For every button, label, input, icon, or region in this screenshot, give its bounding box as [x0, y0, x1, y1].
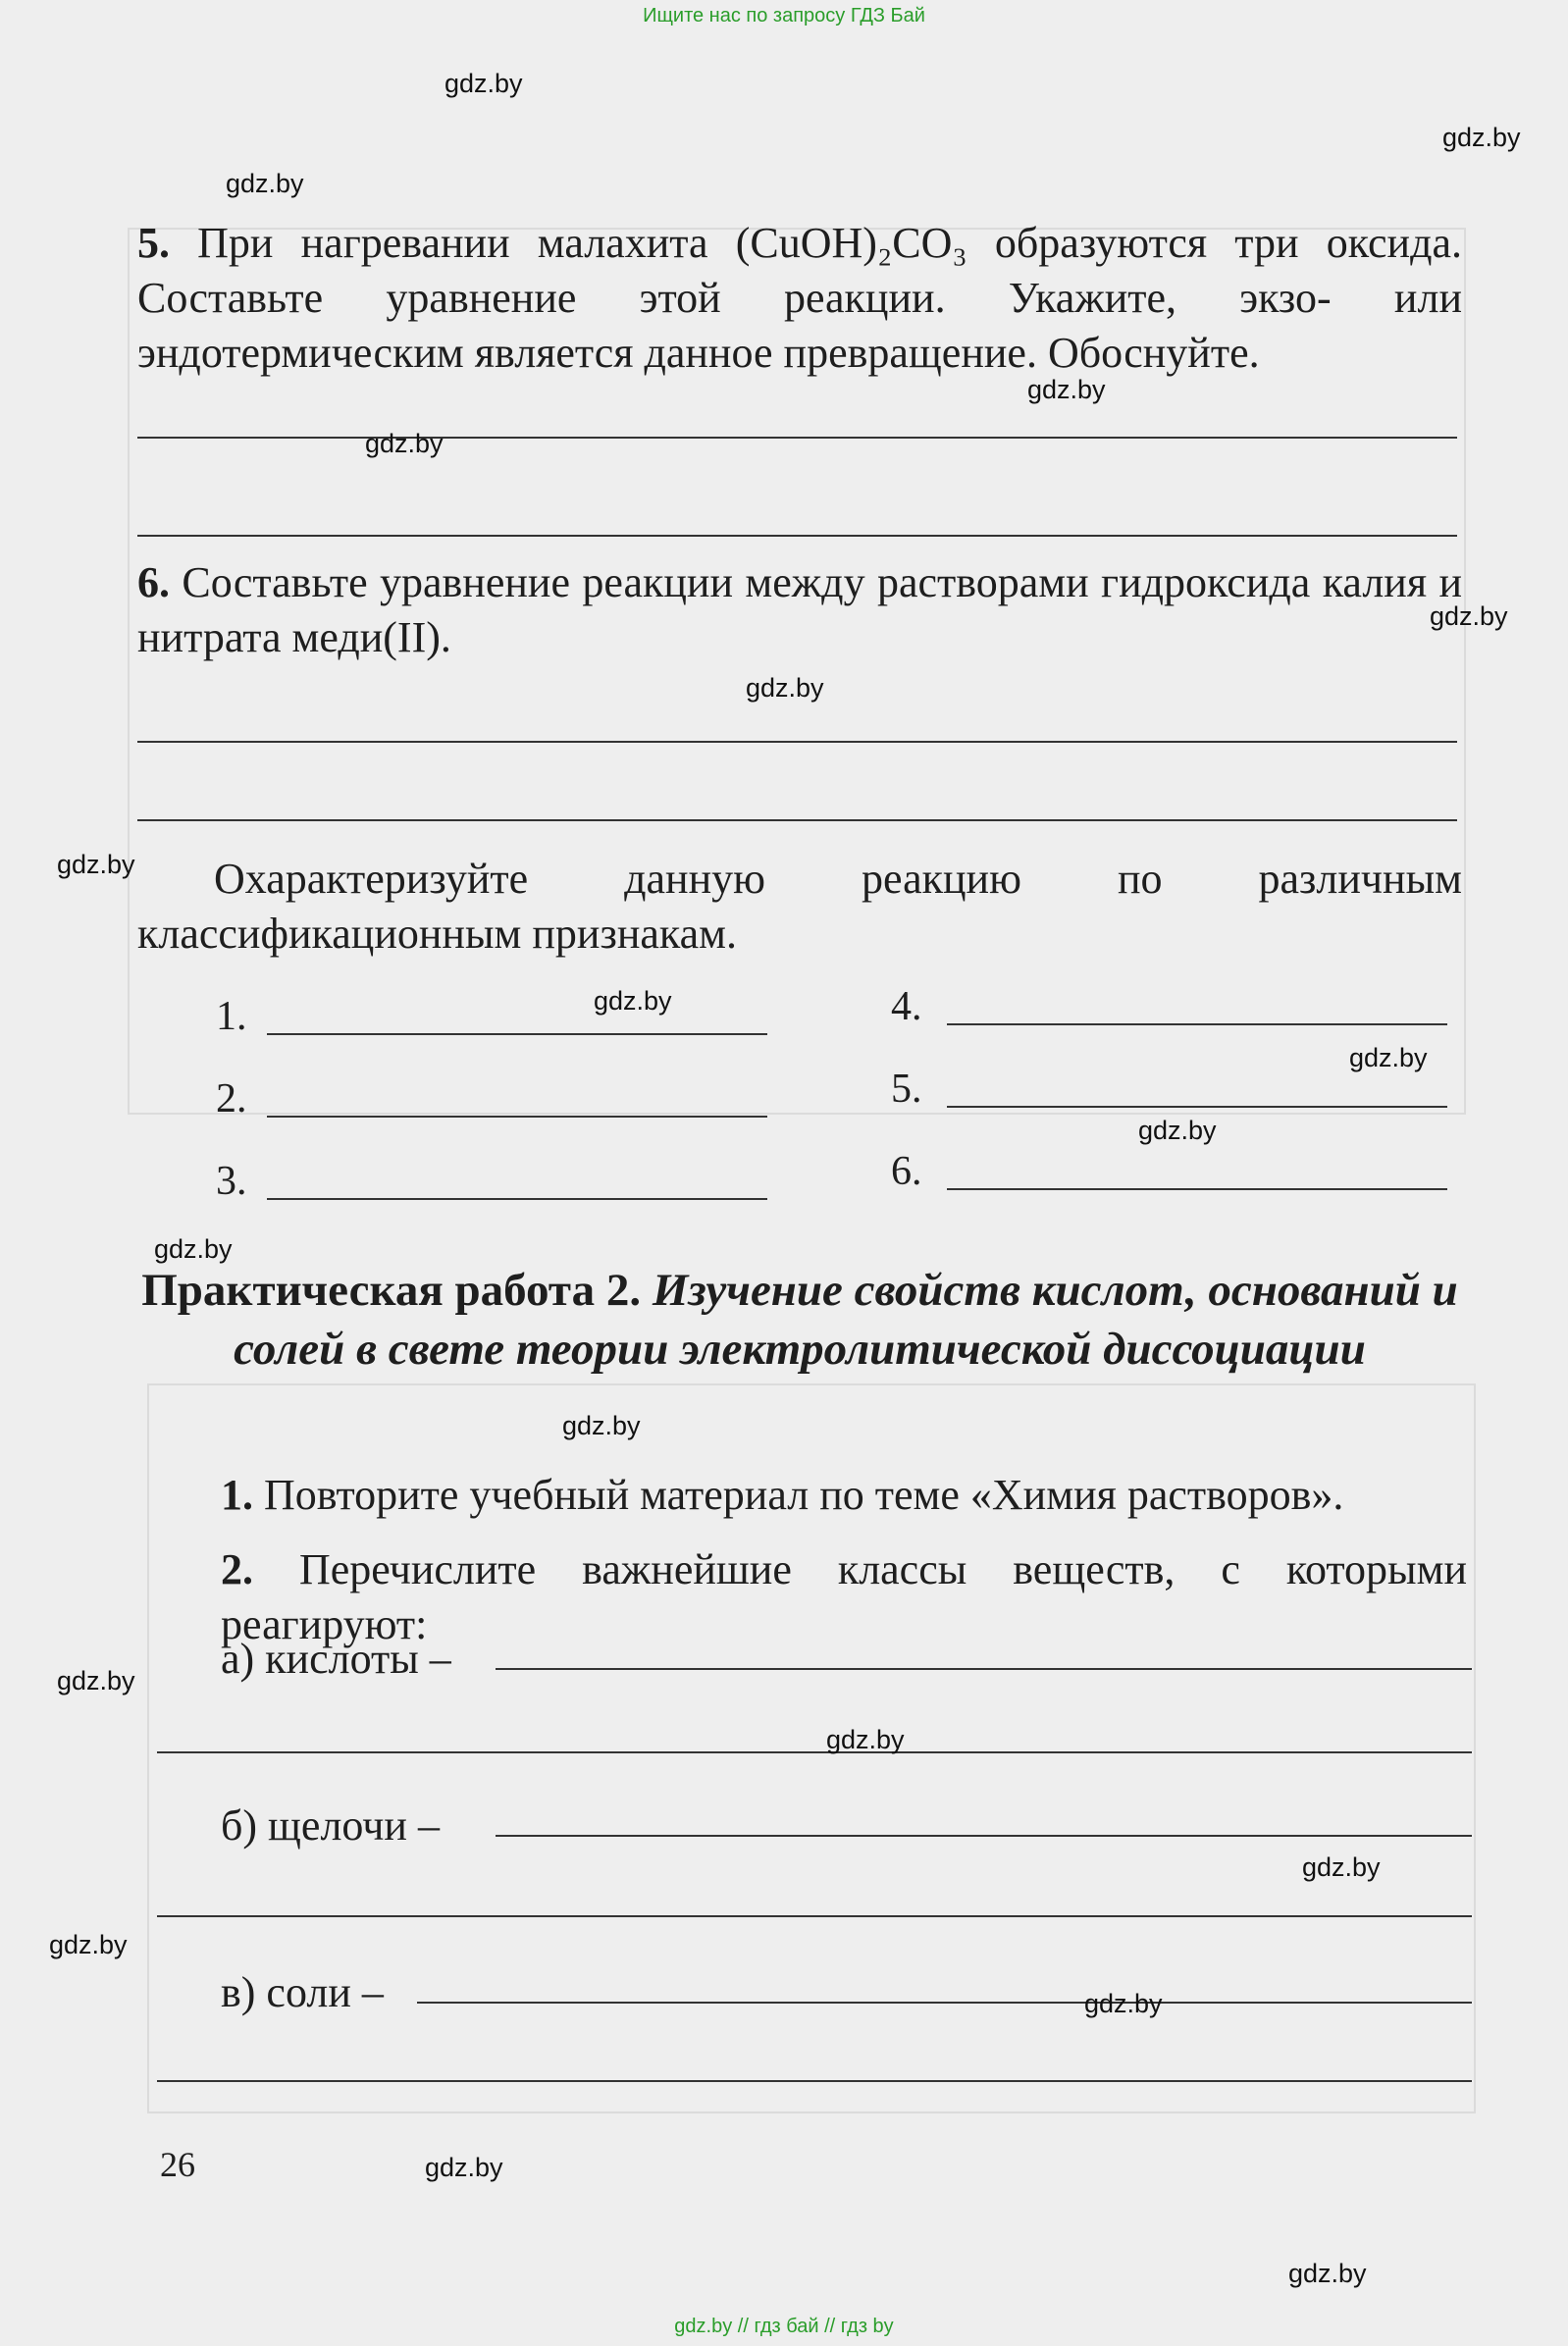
- watermark: gdz.by: [1302, 1852, 1381, 1882]
- watermark: gdz.by: [562, 1411, 641, 1440]
- watermark: gdz.by: [1027, 375, 1106, 404]
- item-number: 2.: [216, 1076, 247, 1121]
- bottom-banner[interactable]: gdz.by // гдз бай // гдз by: [674, 2316, 894, 2337]
- answer-line: [157, 1915, 1472, 1917]
- watermark: gdz.by: [49, 1930, 128, 1959]
- watermark: gdz.by: [154, 1234, 233, 1264]
- salts-label: в) соли –: [221, 1968, 384, 2016]
- watermark: gdz.by: [1430, 601, 1508, 631]
- top-banner[interactable]: Ищите нас по запросу ГДЗ Бай: [643, 5, 925, 26]
- answer-line: [137, 741, 1457, 743]
- practical-work-title: [137, 1261, 1462, 1379]
- answer-line: [267, 1116, 767, 1118]
- watermark: gdz.by: [425, 2153, 503, 2182]
- watermark: gdz.by: [57, 1666, 135, 1695]
- step-1: [221, 1468, 1467, 1523]
- answer-line: [137, 535, 1457, 537]
- item-number: 4.: [891, 984, 922, 1029]
- watermark: gdz.by: [1288, 2259, 1367, 2288]
- watermark: gdz.by: [826, 1725, 905, 1754]
- answer-line: [947, 1106, 1447, 1108]
- answer-line: [267, 1033, 767, 1035]
- answer-line: [137, 819, 1457, 821]
- practical-work-topic: Изучение свойств кислот, оснований и солей в свете теории электролитической диссоциации: [234, 1265, 1458, 1375]
- answer-line: [496, 1835, 1472, 1837]
- watermark: gdz.by: [57, 850, 135, 879]
- watermark: gdz.by: [1442, 123, 1521, 152]
- step-1-text: Повторите учебный материал по теме «Химия растворов».: [264, 1471, 1344, 1519]
- answer-line: [137, 437, 1457, 439]
- step-2-text: Перечислите важнейшие классы веществ, с которыми реагируют:: [221, 1545, 1467, 1648]
- task-6-text: Составьте уравнение реакции между растворами гидроксида калия и нитрата меди(II).: [137, 558, 1463, 661]
- watermark: gdz.by: [365, 429, 444, 458]
- answer-line: [267, 1198, 767, 1200]
- answer-line: [947, 1188, 1447, 1190]
- item-number: 3.: [216, 1159, 247, 1204]
- answer-line: [157, 1751, 1472, 1753]
- watermark: gdz.by: [444, 69, 523, 98]
- task-6-prompt: Охарактеризуйте данную реакцию по различным классификационным признакам.: [137, 855, 1462, 958]
- step-1-number: 1.: [221, 1471, 253, 1519]
- alkalis-label: б) щелочи –: [221, 1801, 440, 1850]
- acids-label: а) кислоты –: [221, 1635, 451, 1683]
- task-6: [137, 555, 1462, 665]
- answer-line: [947, 1023, 1447, 1025]
- task-5-text: При нагревании малахита (CuOH)₂CO₃ образуются три оксида. Составьте уравнение этой реакции. Укажите, экзо- или эндотермическим является данное превращение. Обоснуйте.: [137, 219, 1462, 377]
- item-number: 1.: [216, 994, 247, 1039]
- task-5-number: 5.: [137, 219, 170, 267]
- watermark: gdz.by: [1349, 1043, 1428, 1072]
- answer-line: [496, 1668, 1472, 1670]
- step-2-number: 2.: [221, 1545, 253, 1593]
- task-6-number: 6.: [137, 558, 170, 606]
- watermark: gdz.by: [594, 986, 672, 1016]
- answer-line: [157, 2080, 1472, 2082]
- watermark: gdz.by: [1084, 1989, 1163, 2018]
- watermark: gdz.by: [226, 169, 304, 198]
- watermark: gdz.by: [1138, 1116, 1217, 1145]
- practical-work-number: Практическая работа 2.: [141, 1265, 642, 1316]
- answer-line: [417, 2002, 1472, 2004]
- item-number: 5.: [891, 1067, 922, 1112]
- item-number: 6.: [891, 1149, 922, 1194]
- watermark: gdz.by: [746, 673, 824, 703]
- page-number: 26: [160, 2145, 195, 2184]
- task-5: [137, 216, 1462, 381]
